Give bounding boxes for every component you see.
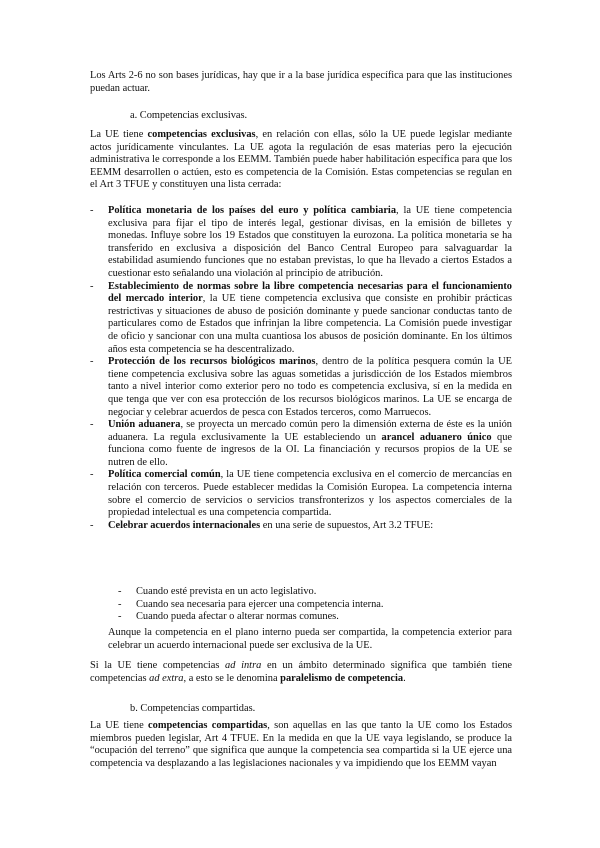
list-item (90, 205, 512, 281)
list-item (90, 520, 512, 533)
bold-term: Política monetaria de los países del euro y política cambiaria (108, 205, 397, 216)
section-a-heading: a. Competencias exclusivas. (130, 110, 248, 121)
intro-paragraph: Los Arts 2-6 no son bases jurídicas, hay que ir a la base jurídica específica para que las instituciones puedan actuar. (90, 70, 512, 94)
bold-term: Unión aduanera (108, 419, 181, 431)
parallelism-paragraph (90, 660, 512, 685)
bold-term: competencias compartidas (148, 720, 268, 731)
section-b-paragraph (90, 720, 512, 770)
bold-term: Política comercial común (108, 469, 221, 481)
bold-term: Celebrar acuerdos internacionales (108, 519, 261, 531)
section-a-paragraph (90, 129, 512, 192)
text-run: . (403, 672, 406, 684)
international-agreements-sublist (90, 586, 512, 624)
text-run: , la UE tiene competencia exclusiva para fijar el tipo de interés legal, gestionar divisas, en la emisión de billetes y monedas. Influye sobre los 19 Estados que constituyen la eurozona. La política monetaria se ha transferido en exclusiva a disposición del Banco Central Europeo para salvaguardar la estabilidad asumiendo funciones que no estaban previstas, lo que ha llevado a ciertos Estados a cuestionar esto señalando una violación al principio de atribución. (108, 205, 512, 279)
bold-term: arancel aduanero único (381, 431, 492, 443)
text-run: La UE tiene (90, 129, 148, 140)
bold-term: paralelismo de competencia (280, 672, 404, 684)
bold-term: competencias exclusivas (147, 129, 256, 140)
section-b-heading: b. Competencias compartidas. (130, 703, 256, 714)
text-run: , la UE tiene competencia exclusiva que consiste en prohibir prácticas restrictivas y situaciones de abuso de posición dominante y puede sancionar conductas tanto de particulares como de Estados que infrinjan la libre competencia. La Comisión puede investigar de oficio y sancionar con una multa cuantiosa los abusos de posición dominante. En los últimos años esta competencia se ha descentralizado. (108, 293, 512, 355)
text-run: Si la UE tiene competencias (90, 660, 226, 671)
text-run: en un ámbito determinado significa que también tiene competencias (90, 660, 513, 684)
italic-term: ad intra (225, 660, 262, 671)
list-item: - Cuando pueda afectar o alterar normas comunes. (108, 611, 512, 624)
list-item: - Cuando esté prevista en un acto legislativo. (108, 586, 512, 599)
list-item (90, 469, 512, 519)
bold-term: Establecimiento de normas sobre la libre competencia necesarias para el funcionamiento del mercado interior (108, 280, 512, 305)
text-run: , son aquellas en las que tanto la UE como los Estados miembros pueden legislar, Art 4 TFUE. En la medida en que la UE vaya legislando, se produce la “ocupación del terreno” que significa que aunque la competencia sea compartida si la UE ejerce una competencia va desplazando a las legislaciones nacionales y va impidiendo que los EEMM vayan (90, 720, 513, 769)
exclusive-competences-list (90, 205, 512, 532)
text-run: , la UE tiene competencia exclusiva en el comercio de mercancías en relación con terceros. Puede establecer medidas la Comisión Europea. La competencia interna sobre el comercio de servicios o servicios transfronterizos y los aspectos comerciales de la propiedad intelectual es una competencia compartida. (108, 469, 512, 519)
agreements-note: Aunque la competencia en el plano interno pueda ser compartida, la competencia exterior para celebrar un acuerdo internacional puede ser exclusiva de la UE. (108, 627, 512, 651)
list-item (90, 356, 512, 419)
italic-term: ad extra (149, 672, 184, 684)
bold-term: Protección de los recursos biológicos marinos (108, 356, 316, 368)
text-run: , en relación con ellas, sólo la UE puede legislar mediante actos jurídicamente vinculantes. La UE agota la regulación de esas materias pero la ejecución administrativa le corresponde a los EEMM. También puede haber habilitación específica para que los EEMM desarrollen o actúen, esto es competencia de la Comisión. Estas competencias se regulan en el Art 3 TFUE y constituyen una lista cerrada: (90, 129, 512, 191)
list-item: - Cuando sea necesaria para ejercer una competencia interna. (108, 599, 512, 612)
text-run: en una serie de supuestos, Art 3.2 TFUE: (260, 519, 434, 531)
list-item (90, 281, 512, 357)
text-run: que funciona como fuente de ingresos de la OI. La financiación y recursos propios de la UE se nutren de ello. (108, 431, 512, 468)
text-run: La UE tiene (90, 720, 149, 731)
text-run: , dentro de la política pesquera común la UE tiene competencia exclusiva sobre las aguas sometidas a jurisdicción de los Estados miembros tanto a nivel interior como exterior pero no todo es competencia exclusiva, sí en la medida en que tenga que ver con esa protección de los recursos biológicos marinos. La UE se encarga de negociar y celebrar acuerdos de pesca con Estados terceros, como Marruecos. (108, 356, 512, 418)
list-item (90, 419, 512, 469)
text-run: , se proyecta un mercado común pero la dimensión externa de éste es la unión aduanera. La regula exclusivamente la UE estableciendo un (108, 419, 512, 443)
text-run: , a esto se le denomina (183, 672, 281, 684)
